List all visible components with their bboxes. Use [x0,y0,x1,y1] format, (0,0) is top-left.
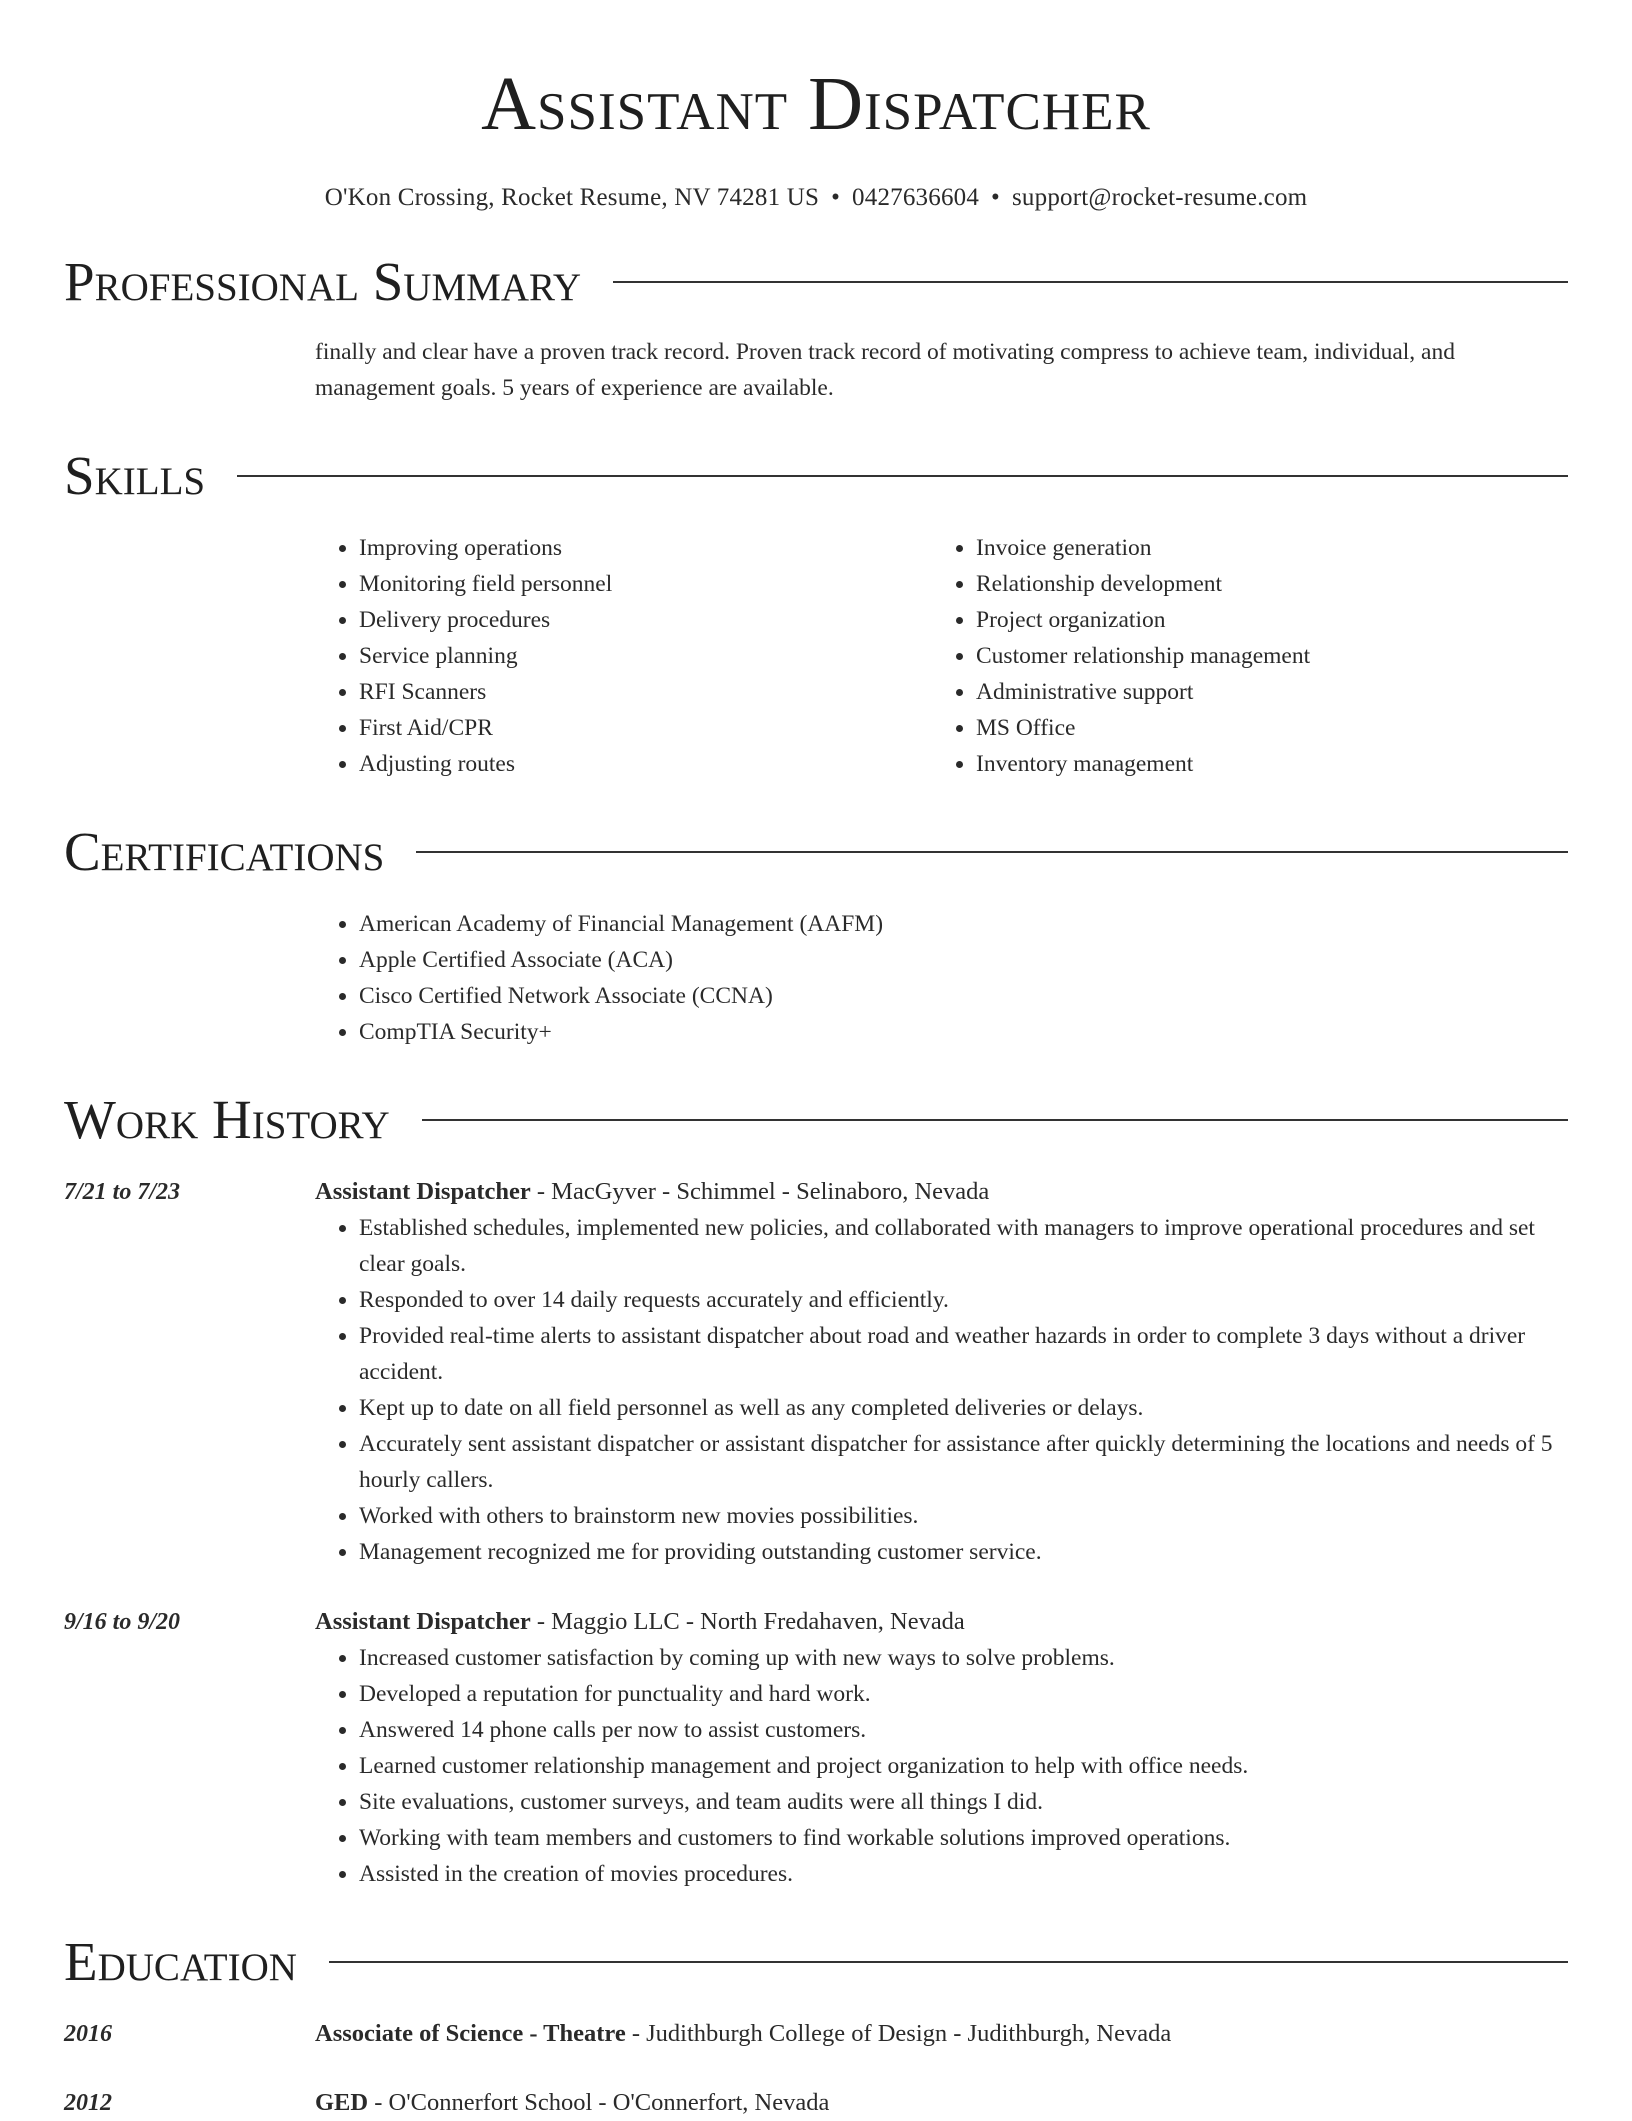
job-role: Assistant Dispatcher [315,1178,531,1205]
job-bullet: • Increased customer satisfaction by coming up with new ways to solve problems. [359,1640,1568,1676]
education-degree: Associate of Science - Theatre [315,2020,626,2047]
skill-item: • Improving operations [359,530,932,566]
skills-column-left [315,530,932,782]
education-entry [64,2016,1568,2052]
contact-address: O'Kon Crossing, Rocket Resume, NV 74281 US [324,184,820,211]
skill-item: • Relationship development [976,566,1549,602]
work-title: Work History [64,1089,390,1150]
contact-email: support@rocket-resume.com [1012,184,1308,211]
job-heading [315,1604,1568,1640]
education-year: 2012 [64,2090,112,2116]
job-entry [64,1604,1568,1892]
certifications-title: Certifications [64,821,385,882]
job-bullet: • Developed a reputation for punctuality and hard work. [359,1676,1568,1712]
skill-item: • First Aid/CPR [359,710,932,746]
job-bullet: • Assisted in the creation of movies procedures. [359,1856,1568,1892]
summary-text: finally and clear have a proven track record. Proven track record of motivating compress to achieve team, individual, and management goals. 5 years of experience are available. [315,339,1455,401]
job-bullets [315,1210,1568,1570]
job-bullet: • Provided real-time alerts to assistant dispatcher about road and weather hazards in order to complete 3 days without a driver accident. [359,1318,1568,1390]
skill-item: • Inventory management [976,746,1549,782]
job-heading [315,1174,1568,1210]
contact-separator: • [991,184,1000,211]
section-divider [237,475,1568,477]
certifications-list [315,906,1568,1050]
skill-item: • Administrative support [976,674,1549,710]
job-employer: - MacGyver - Schimmel - Selinaboro, Nevada [530,1178,990,1205]
job-dates: 7/21 to 7/23 [64,1179,181,1205]
job-bullet: • Kept up to date on all field personnel as well as any completed deliveries or delays. [359,1390,1568,1426]
section-divider [416,851,1568,853]
skill-item: • Customer relationship management [976,638,1549,674]
section-divider [422,1119,1568,1121]
skills-column-right [932,530,1549,782]
certification-item: • CompTIA Security+ [359,1014,1568,1050]
job-bullet: • Accurately sent assistant dispatcher or assistant dispatcher for assistance after quickly determining the locations and needs of 5 hourly callers. [359,1426,1568,1498]
work-section-header [64,1086,1568,1154]
education-year: 2016 [64,2021,112,2047]
job-bullet: • Site evaluations, customer surveys, and team audits were all things I did. [359,1784,1568,1820]
skill-item: • Project organization [976,602,1549,638]
contact-separator: • [831,184,841,211]
certification-item: • Apple Certified Associate (ACA) [359,942,1568,978]
education-section-header [64,1928,1568,1996]
skill-item: • Invoice generation [976,530,1549,566]
education-degree: GED [315,2089,369,2116]
certification-item: • American Academy of Financial Management (AAFM) [359,906,1568,942]
job-content [315,1604,1568,1892]
education-heading [315,2085,829,2121]
section-divider [613,281,1568,283]
skill-item: • Service planning [359,638,932,674]
skill-item: • Monitoring field personnel [359,566,932,602]
education-school: - Judithburgh College of Design - Judithburgh, Nevada [625,2020,1172,2047]
job-bullet: • Worked with others to brainstorm new movies possibilities. [359,1498,1568,1534]
contact-line [64,184,1568,212]
job-bullet: • Management recognized me for providing outstanding customer service. [359,1534,1568,1570]
education-title: Education [64,1931,297,1992]
skills-grid [315,530,1568,782]
skills-title: Skills [64,445,206,506]
skill-item: • MS Office [976,710,1549,746]
section-divider [329,1961,1568,1963]
job-dates: 9/16 to 9/20 [64,1609,181,1635]
skill-item: • Delivery procedures [359,602,932,638]
skill-item: • Adjusting routes [359,746,932,782]
job-employer: - Maggio LLC - North Fredahaven, Nevada [530,1608,965,1635]
education-heading [315,2016,1171,2052]
summary-section-header [64,248,1568,316]
skills-section-header [64,442,1568,510]
skill-item: • RFI Scanners [359,674,932,710]
job-bullet: • Answered 14 phone calls per now to assist customers. [359,1712,1568,1748]
education-school: - O'Connerfort School - O'Connerfort, Nevada [368,2089,830,2116]
contact-phone: 0427636604 [852,184,980,211]
job-bullet: • Established schedules, implemented new policies, and collaborated with managers to improve operational procedures and set clear goals. [359,1210,1568,1282]
certifications-section-header [64,818,1568,886]
certification-item: • Cisco Certified Network Associate (CCNA) [359,978,1568,1014]
summary-title: Professional Summary [64,251,582,312]
job-bullets [315,1640,1568,1892]
job-entry [64,1174,1568,1570]
job-content [315,1174,1568,1570]
job-bullet: • Working with team members and customers to find workable solutions improved operations. [359,1820,1568,1856]
education-entry [64,2085,1568,2121]
job-bullet: • Learned customer relationship management and project organization to help with office needs. [359,1748,1568,1784]
job-bullet: • Responded to over 14 daily requests accurately and efficiently. [359,1282,1568,1318]
job-role: Assistant Dispatcher [315,1608,531,1635]
candidate-name: Assistant Dispatcher [481,62,1151,146]
